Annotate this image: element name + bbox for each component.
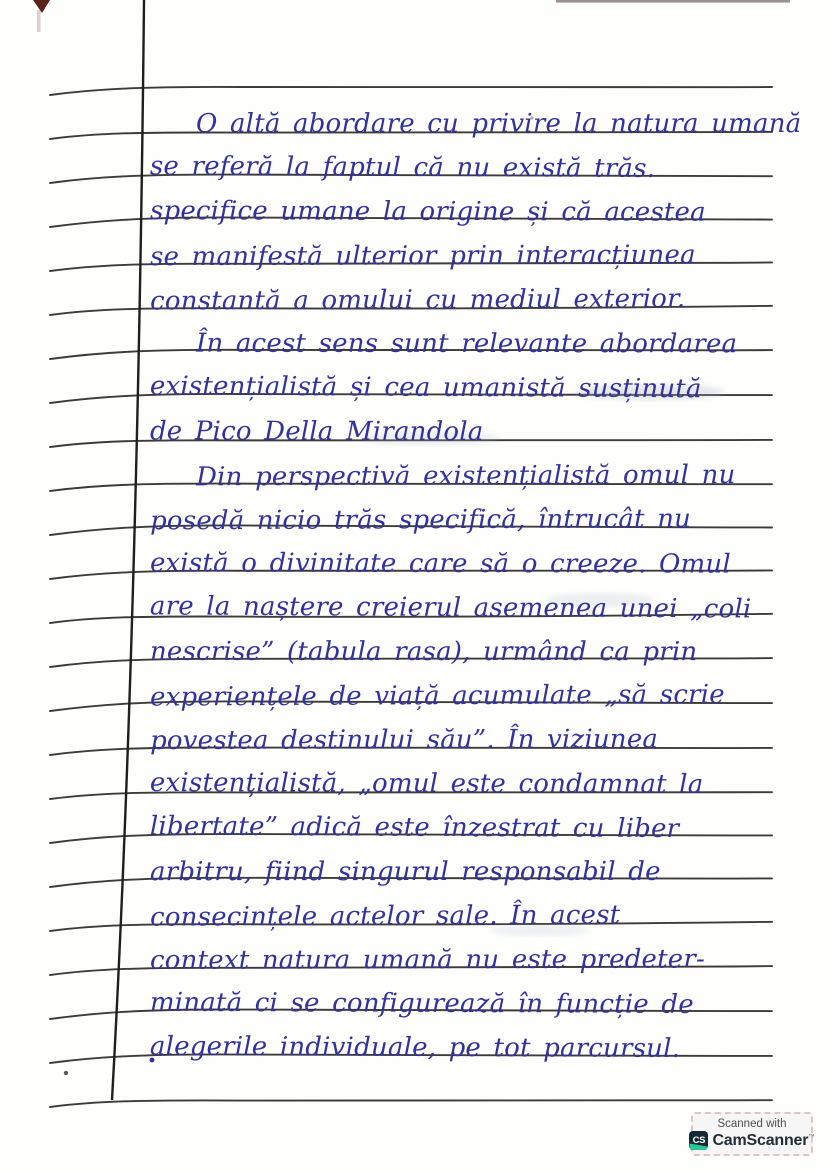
handwritten-line <box>149 527 790 580</box>
handwritten-text: arbitru, fiind singurul responsabil de <box>149 856 661 888</box>
handwritten-line <box>195 439 828 493</box>
handwritten-line <box>149 130 790 184</box>
handwritten-text: alegerile individuale, pe tot parcursul. <box>149 1031 681 1064</box>
handwritten-line <box>149 836 790 888</box>
handwritten-text: existențialistă și cea umanistă susținută <box>149 371 702 405</box>
handwritten-text: experiențele de viață acumulate „să scrie <box>149 679 725 713</box>
camscanner-watermark <box>691 1112 813 1156</box>
handwritten-text: are la naștere creierul asemenea unei „coli <box>149 591 752 625</box>
handwritten-text: În acest sens sunt relevante abordarea <box>195 328 738 360</box>
handwritten-line <box>149 790 790 845</box>
handwritten-text: libertate” adică este înzestrat cu liber <box>149 811 680 845</box>
handwritten-text: context natura umană nu este predeter- <box>149 944 706 976</box>
handwritten-text: consecințele actelor sale. În acest <box>149 900 621 933</box>
camscanner-brand <box>712 1133 814 1149</box>
handwritten-line <box>149 395 790 448</box>
handwritten-line <box>196 88 828 139</box>
handwritten-text: specifice umane la origine și că acestea <box>149 196 706 228</box>
handwritten-text: povestea destinului său”. În viziunea <box>149 724 659 757</box>
handwritten-line <box>149 703 790 757</box>
handwritten-line <box>149 878 790 933</box>
trademark-mark: ™ <box>808 1133 815 1141</box>
handwritten-line <box>149 219 790 273</box>
handwritten-text: se manifestă ulterior prin interacțiunea <box>149 240 696 273</box>
brand-text: CamScanner <box>712 1131 809 1149</box>
logo-letters: CS <box>692 1135 706 1147</box>
handwritten-text: constantă a omului cu mediul exterior. <box>149 284 686 317</box>
handwritten-line <box>149 1011 790 1064</box>
handwritten-line <box>149 923 790 976</box>
handwritten-text: O altă abordare cu privire la natura umană <box>196 109 802 139</box>
camscanner-logo-icon <box>689 1131 708 1150</box>
handwritten-text: minată ci se configurează în funcție de <box>149 987 694 1020</box>
handwritten-line <box>149 658 790 713</box>
handwritten-text: existențialistă, „omul este condamnat la <box>149 767 704 800</box>
handwritten-line <box>149 483 790 537</box>
camscanner-brand-row <box>689 1131 814 1150</box>
handwritten-text: nescrise” (tabula rasa), urmând ca prin <box>149 636 698 668</box>
handwritten-line <box>149 616 790 668</box>
handwritten-line <box>149 570 790 625</box>
handwritten-line <box>149 175 790 228</box>
handwritten-line <box>149 747 790 800</box>
handwritten-text: de Pico Della Mirandola <box>149 416 484 448</box>
handwritten-text: există o divinitate care să o creeze. Omul <box>149 548 731 580</box>
handwritten-line <box>149 967 790 1020</box>
handwritten-text: se referă la faptul că nu există trăs. <box>149 151 656 184</box>
handwritten-line <box>149 263 790 317</box>
handwritten-text: posedă nicio trăs specifică, întrucât nu <box>149 504 692 537</box>
handwritten-text: Din perspectivă existențialistă omul nu <box>195 460 736 493</box>
handwritten-line <box>195 308 828 360</box>
scanned-with-label: Scanned with <box>717 1117 787 1130</box>
handwritten-line <box>149 350 790 405</box>
